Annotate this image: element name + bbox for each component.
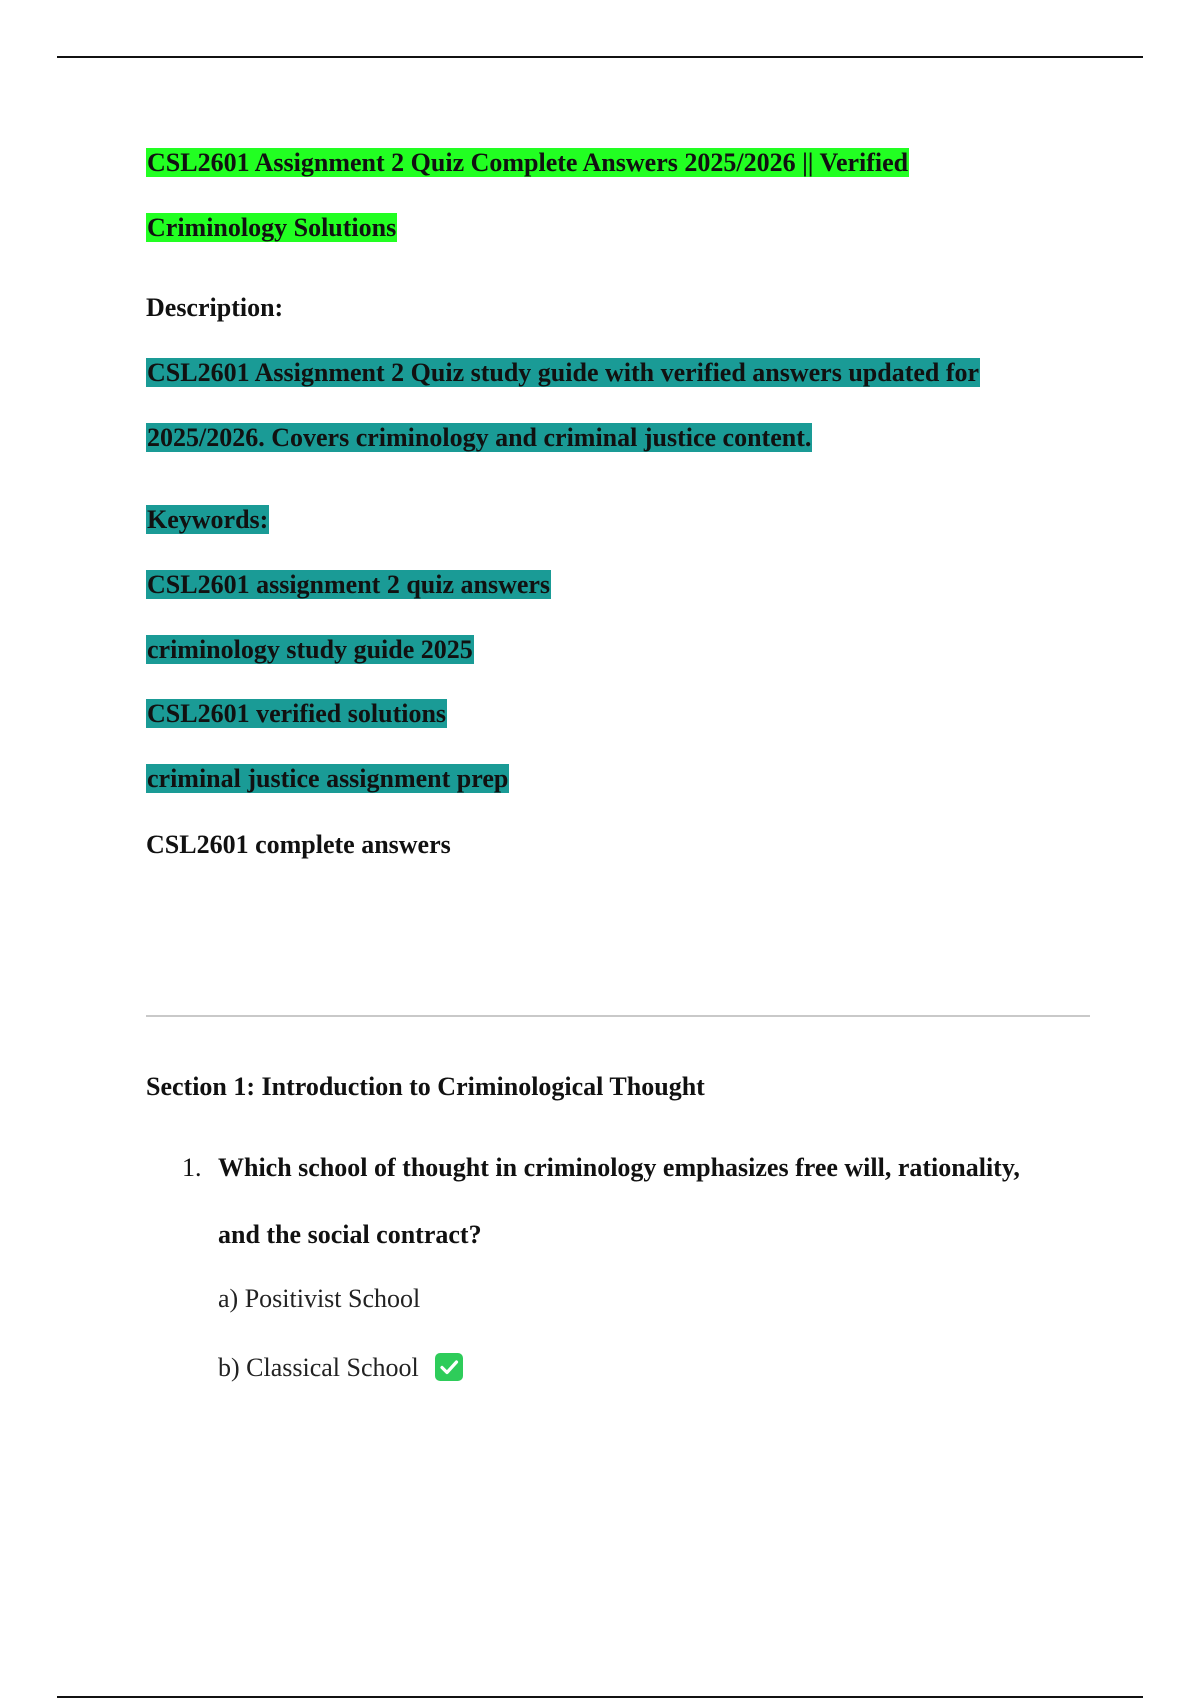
answer-option-a xyxy=(218,1283,420,1315)
keywords-label xyxy=(146,504,269,536)
keyword-highlight: CSL2601 assignment 2 quiz answers xyxy=(147,570,551,599)
keyword-item xyxy=(146,698,447,730)
description-highlight-2: 2025/2026. Covers criminology and criminal justice content. xyxy=(147,423,812,452)
title-highlight-1: CSL2601 Assignment 2 Quiz Complete Answers 2025/2026 || Verified xyxy=(147,148,909,177)
answer-option-b xyxy=(218,1352,463,1384)
description-line-2 xyxy=(146,422,812,454)
page-bottom-rule xyxy=(57,1696,1143,1698)
keyword-highlight: criminal justice assignment prep xyxy=(147,764,509,793)
section-divider xyxy=(146,1015,1090,1017)
keyword-item xyxy=(146,763,509,795)
check-icon xyxy=(435,1353,463,1381)
keyword-item xyxy=(146,634,474,666)
keyword-highlight: CSL2601 verified solutions xyxy=(147,699,447,728)
title-line-1 xyxy=(146,147,909,179)
title-line-2 xyxy=(146,212,397,244)
description-label: Description: xyxy=(146,293,284,322)
keyword-highlight: criminology study guide 2025 xyxy=(147,635,473,664)
keyword-item xyxy=(146,569,551,601)
answer-option-label: b) Classical School xyxy=(218,1353,419,1382)
section-title: Section 1: Introduction to Criminological Thought xyxy=(146,1072,705,1101)
question-text-line-1: Which school of thought in criminology emphasizes free will, rationality, xyxy=(218,1153,1020,1182)
question-text-line-2: and the social contract? xyxy=(218,1220,482,1249)
keywords-label-highlight: Keywords: xyxy=(147,505,269,534)
title-highlight-2: Criminology Solutions xyxy=(147,213,397,242)
answer-option-label: a) Positivist School xyxy=(218,1284,421,1313)
question-number: 1. xyxy=(182,1153,202,1182)
description-line-1 xyxy=(146,357,980,389)
keyword-item: CSL2601 complete answers xyxy=(146,830,451,859)
description-highlight-1: CSL2601 Assignment 2 Quiz study guide with verified answers updated for xyxy=(147,358,980,387)
page-top-rule xyxy=(57,56,1143,58)
